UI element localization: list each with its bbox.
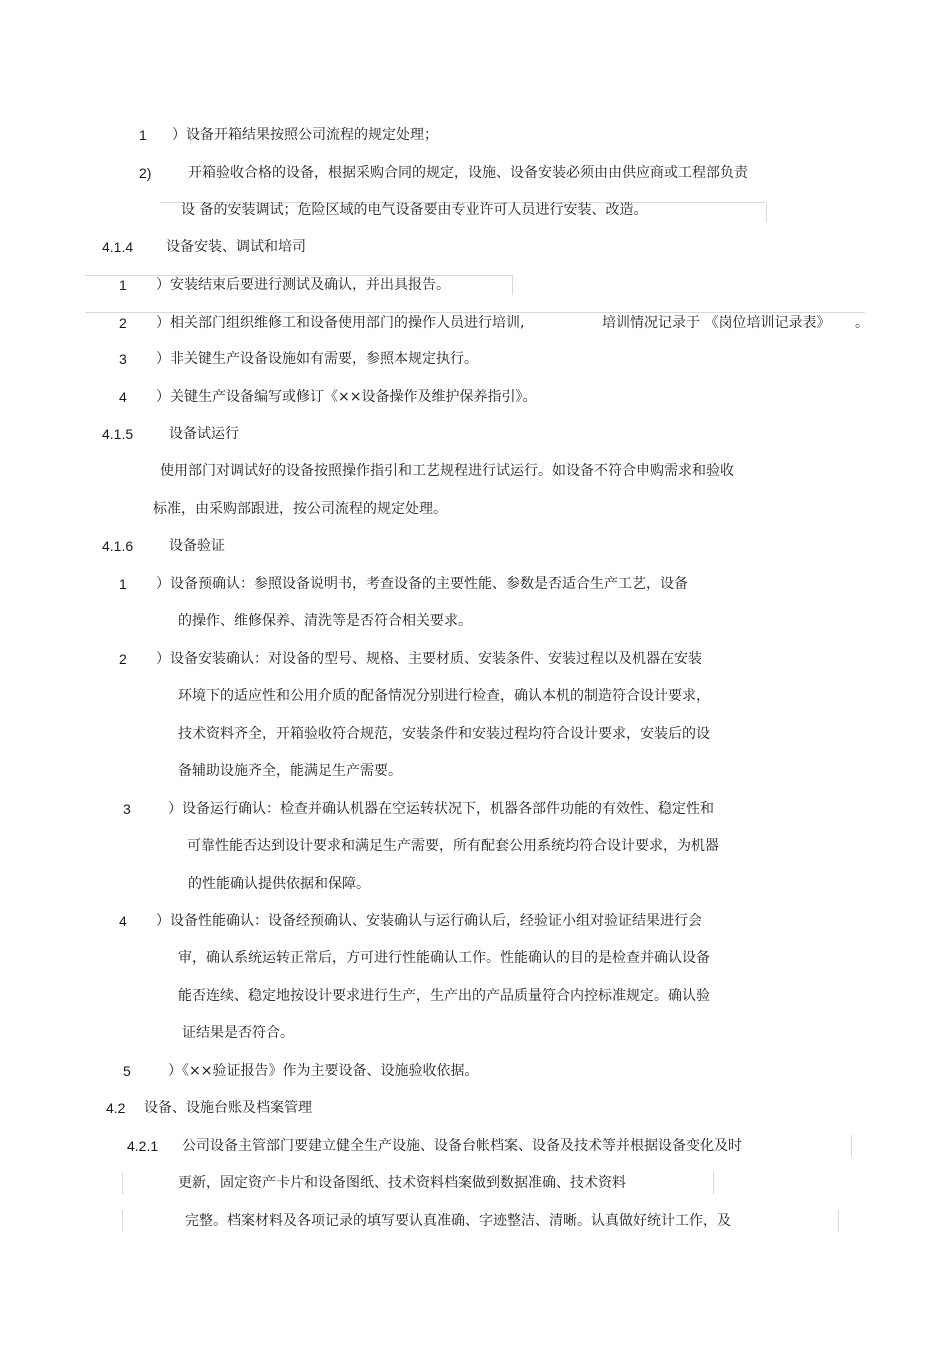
list-item-text: ）设备开箱结果按照公司流程的规定处理； <box>172 127 438 143</box>
scan-line <box>713 1172 714 1194</box>
subsection-number: 4.2.1 <box>127 1138 159 1154</box>
list-number: 4 <box>119 913 127 929</box>
list-number: 1 <box>119 576 127 592</box>
scan-line <box>122 1172 123 1194</box>
list-number: 2 <box>119 315 127 331</box>
section-title: 设备试运行 <box>169 426 239 442</box>
list-item-text: ）设备安装确认：对设备的型号、规格、主要材质、安装条件、安装过程以及机器在安装 <box>156 651 702 667</box>
list-item-text: ）安装结束后要进行测试及确认，并出具报告。 <box>156 277 450 293</box>
list-item-continuation: 设 备的安装调试；危险区域的电气设备要由专业许可人员进行安装、改造。 <box>181 202 648 218</box>
list-number: 1 <box>139 127 147 143</box>
list-item-continuation: 技术资料齐全，开箱验收符合规范，安装条件和安装过程均符合设计要求，安装后的设 <box>178 726 710 742</box>
list-item-continuation: 能否连续、稳定地按设计要求进行生产，生产出的产品质量符合内控标准规定。确认验 <box>178 988 710 1004</box>
list-item-text: ）非关键生产设备设施如有需要，参照本规定执行。 <box>156 351 478 367</box>
list-item-text: ）设备运行确认：检查并确认机器在空运转状况下，机器各部件功能的有效性、稳定性和 <box>168 801 714 817</box>
list-number: 4 <box>119 389 127 405</box>
scan-line <box>85 312 865 313</box>
paragraph-line: 完整。档案材料及各项记录的填写要认真准确、字迹整洁、清晰。认真做好统计工作，及 <box>185 1213 731 1229</box>
list-number: 3 <box>119 351 127 367</box>
section-title: 设备安装、调试和培司 <box>166 239 306 255</box>
paragraph-line: 标准，由采购部跟进，按公司流程的规定处理。 <box>153 501 447 517</box>
paragraph-line: 使用部门对调试好的设备按照操作指引和工艺规程进行试运行。如设备不符合申购需求和验收 <box>160 463 734 479</box>
list-item-text: ）相关部门组织维修工和设备使用部门的操作人员进行培训, <box>156 315 525 331</box>
section-title: 设备验证 <box>169 538 225 554</box>
list-item-continuation: 审，确认系统运转正常后，方可进行性能确认工作。性能确认的目的是检查并确认设备 <box>178 950 710 966</box>
list-item-text-tail: 培训情况记录于 《岗位培训记录表》 <box>602 315 831 331</box>
list-item-continuation: 的操作、维修保养、清洗等是否符合相关要求。 <box>178 613 472 629</box>
list-item-text: ）设备预确认：参照设备说明书，考查设备的主要性能、参数是否适合生产工艺，设备 <box>156 576 688 592</box>
list-number: 1 <box>119 277 127 293</box>
scan-line <box>512 275 513 295</box>
scan-line <box>122 1210 123 1232</box>
list-item-text: ）《××验证报告》作为主要设备、设施验收依据。 <box>168 1063 479 1079</box>
list-item-text: ）关键生产设备编写或修订《××设备操作及维护保养指引》。 <box>156 389 537 405</box>
list-number: 5 <box>123 1063 131 1079</box>
list-number: 3 <box>123 801 131 817</box>
list-item-continuation: 的性能确认提供依据和保障。 <box>188 876 370 892</box>
section-number: 4.1.5 <box>102 426 134 442</box>
list-item-continuation: 环境下的适应性和公用介质的配备情况分别进行检查，确认本机的制造符合设计要求， <box>178 688 710 704</box>
paragraph-line: 更新，固定资产卡片和设备图纸、技术资料档案做到数据准确、技术资料 <box>178 1175 626 1191</box>
list-item-continuation: 备辅助设施齐全，能满足生产需要。 <box>178 763 402 779</box>
scan-line <box>838 1210 839 1232</box>
paragraph-line: 公司设备主管部门要建立健全生产设施、设备台帐档案、设备及技术等并根据设备变化及时 <box>182 1138 742 1154</box>
section-number: 4.1.6 <box>102 538 134 554</box>
list-item-text: 开箱验收合格的设备，根据采购合同的规定，设施、设备安装必须由由供应商或工程部负责 <box>188 165 748 181</box>
list-item-continuation: 可靠性能否达到设计要求和满足生产需要，所有配套公用系统均符合设计要求，为机器 <box>187 838 719 854</box>
section-number: 4.1.4 <box>102 239 134 255</box>
list-number: 2) <box>139 165 152 181</box>
scan-line <box>766 202 767 222</box>
section-title: 设备、设施台账及档案管理 <box>144 1100 312 1116</box>
list-item-end: 。 <box>855 315 869 331</box>
section-number: 4.2 <box>106 1100 126 1116</box>
list-number: 2 <box>119 651 127 667</box>
scan-line <box>851 1135 852 1157</box>
list-item-text: ）设备性能确认：设备经预确认、安装确认与运行确认后，经验证小组对验证结果进行会 <box>156 913 702 929</box>
list-item-continuation: 证结果是否符合。 <box>182 1025 294 1041</box>
